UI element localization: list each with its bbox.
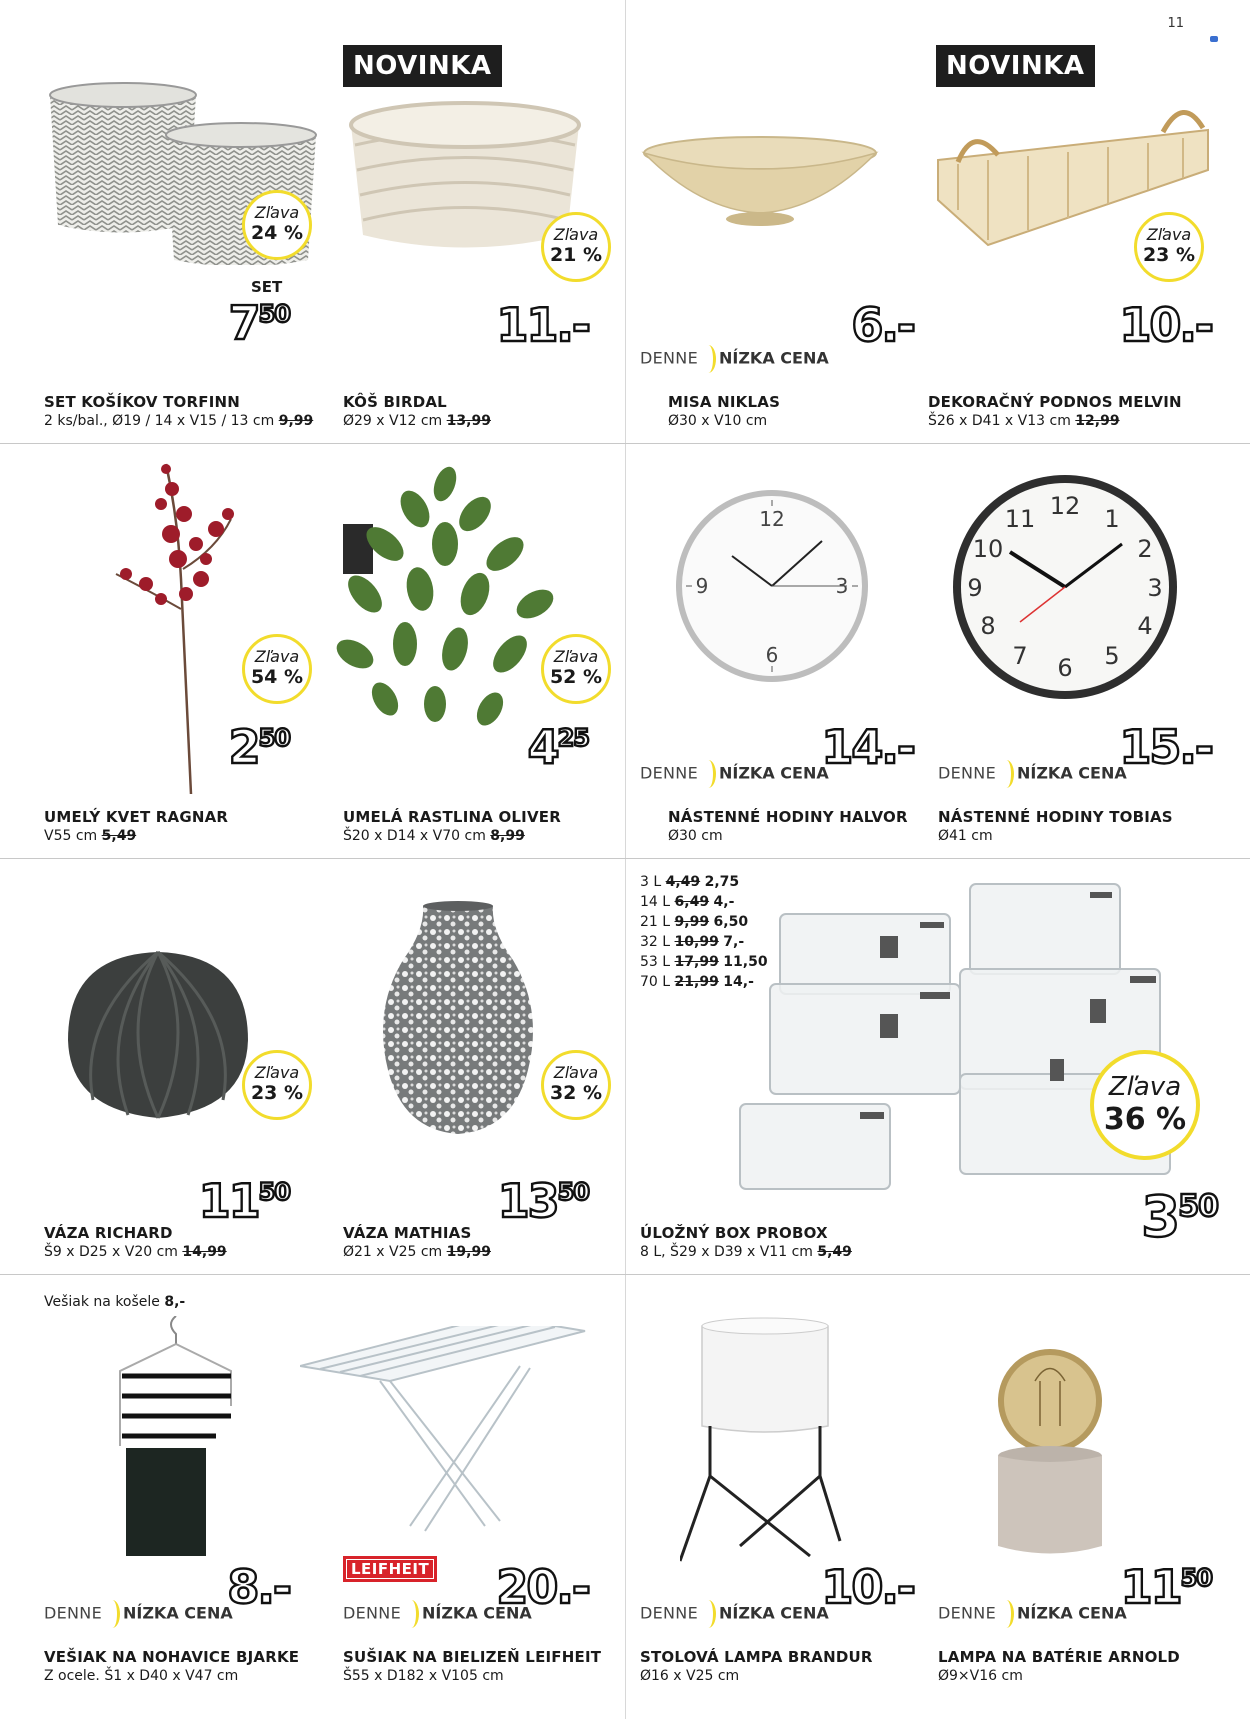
svg-text:3: 3 <box>1147 574 1163 602</box>
price: 10.- <box>1119 298 1212 352</box>
product-name: NÁSTENNÉ HODINY TOBIAS <box>938 808 1173 826</box>
product-dims: Ø30 cm <box>668 828 723 844</box>
variant-row: 70 L 21,99 14,- <box>640 974 754 990</box>
leifheit-logo: LEIFHEIT <box>343 1556 437 1582</box>
price: 10.- <box>821 1560 914 1614</box>
set-label: SET <box>251 278 283 296</box>
product-dims: Ø29 x V12 cm 13,99 <box>343 413 491 429</box>
price: $7^{50}$ <box>228 296 290 350</box>
svg-text:4: 4 <box>1137 612 1153 640</box>
novinka-badge: NOVINKA <box>343 45 502 87</box>
variant-row: 53 L 17,99 11,50 <box>640 954 768 970</box>
svg-text:8: 8 <box>980 612 996 640</box>
product-name: VÁZA MATHIAS <box>343 1224 472 1242</box>
product-card-torfinn[interactable] <box>6 0 314 430</box>
artificial-plant-image <box>325 464 595 764</box>
product-dims: Š55 x D182 x V105 cm <box>343 1668 504 1684</box>
table-lamp-image <box>680 1316 850 1586</box>
product-dims: Š9 x D25 x V20 cm 14,99 <box>44 1244 227 1260</box>
shirt-hanger-note: Vešiak na košele 8,- <box>44 1294 186 1310</box>
discount-badge: Zľava 23 % <box>242 1050 312 1120</box>
discount-badge: Zľava 36 % <box>1090 1050 1200 1160</box>
variant-row: 32 L 10,99 7,- <box>640 934 745 950</box>
product-name: KÔŠ BIRDAL <box>343 393 447 411</box>
product-name: VEŠIAK NA NOHAVICE BJARKE <box>44 1648 300 1666</box>
price: $13^{50}$ <box>497 1174 589 1228</box>
page-number: 11 <box>1167 16 1184 31</box>
vase-mathias-image <box>373 900 543 1140</box>
product-name: DEKORAČNÝ PODNOS MELVIN <box>928 393 1182 411</box>
product-name: STOLOVÁ LAMPA BRANDUR <box>640 1648 873 1666</box>
svg-text:6: 6 <box>765 643 779 667</box>
laundry-dryer-image <box>300 1326 600 1536</box>
svg-text:12: 12 <box>1049 492 1081 520</box>
svg-text:9: 9 <box>695 574 709 598</box>
price: $11^{50}$ <box>1120 1560 1212 1614</box>
product-name: UMELÝ KVET RAGNAR <box>44 808 229 826</box>
product-name: UMELÁ RASTLINA OLIVER <box>343 808 561 826</box>
novinka-badge: NOVINKA <box>936 45 1095 87</box>
svg-text:11: 11 <box>1004 505 1036 533</box>
product-card-leifheit[interactable] <box>305 1276 601 1706</box>
product-card-bjarke[interactable] <box>6 1276 302 1706</box>
wall-clock-black-image <box>950 472 1180 702</box>
battery-lamp-image <box>980 1346 1120 1566</box>
svg-text:2: 2 <box>1137 535 1153 563</box>
daily-low-price-logo: DENNE NÍZKA CENA <box>44 1600 233 1628</box>
product-name: SUŠIAK NA BIELIZEŇ LEIFHEIT <box>343 1648 602 1666</box>
variant-row: 3 L 4,49 2,75 <box>640 874 740 890</box>
product-card-probox[interactable] <box>630 860 1230 1290</box>
product-name: SET KOŠÍKOV TORFINN <box>44 393 240 411</box>
price: $11^{50}$ <box>198 1174 290 1228</box>
product-card-melvin[interactable] <box>928 0 1224 430</box>
daily-low-price-logo: DENNE NÍZKA CENA <box>640 1600 829 1628</box>
product-dims: V55 cm 5,49 <box>44 828 137 844</box>
product-dims: Ø30 x V10 cm <box>668 413 768 429</box>
product-card-halvor[interactable] <box>630 444 926 874</box>
daily-low-price-logo: DENNE NÍZKA CENA <box>640 760 829 788</box>
daily-low-price-logo: DENNE NÍZKA CENA <box>343 1600 532 1628</box>
product-card-tobias[interactable] <box>928 444 1224 874</box>
daily-low-price-logo: DENNE NÍZKA CENA <box>938 760 1127 788</box>
product-card-ragnar[interactable] <box>6 444 302 874</box>
svg-text:3: 3 <box>835 574 849 598</box>
svg-text:6: 6 <box>1057 654 1073 682</box>
product-card-richard[interactable] <box>6 860 302 1290</box>
svg-text:7: 7 <box>1012 642 1028 670</box>
product-card-brandur[interactable] <box>630 1276 926 1706</box>
variant-row: 21 L 9,99 6,50 <box>640 914 749 930</box>
product-dims: Ø21 x V25 cm 19,99 <box>343 1244 491 1260</box>
price: $2^{50}$ <box>228 720 290 774</box>
discount-badge: Zľava 32 % <box>541 1050 611 1120</box>
daily-low-price-logo: DENNE NÍZKA CENA <box>640 345 829 373</box>
product-dims: 8 L, Š29 x D39 x V11 cm 5,49 <box>640 1244 852 1260</box>
product-dims: Š20 x D14 x V70 cm 8,99 <box>343 828 525 844</box>
price: 20.- <box>496 1560 589 1614</box>
trouser-hanger-image <box>106 1316 246 1566</box>
product-dims: Ø16 x V25 cm <box>640 1668 740 1684</box>
column-divider <box>625 0 626 1719</box>
bamboo-bowl-image <box>640 135 890 235</box>
discount-badge: Zľava 23 % <box>1134 212 1204 282</box>
product-card-mathias[interactable] <box>305 860 601 1290</box>
product-card-niklas[interactable] <box>630 0 926 430</box>
product-dims: Š26 x D41 x V13 cm 12,99 <box>928 413 1120 429</box>
product-name: MISA NIKLAS <box>668 393 781 411</box>
svg-text:1: 1 <box>1104 505 1120 533</box>
discount-badge: Zľava 24 % <box>242 190 312 260</box>
product-card-birdal[interactable] <box>305 0 601 430</box>
product-card-oliver[interactable] <box>305 444 601 874</box>
svg-text:9: 9 <box>967 574 983 602</box>
product-name: ÚLOŽNÝ BOX PROBOX <box>640 1224 828 1242</box>
svg-text:10: 10 <box>972 535 1004 563</box>
price: $3^{50}$ <box>1141 1185 1218 1250</box>
product-name: NÁSTENNÉ HODINY HALVOR <box>668 808 908 826</box>
svg-text:5: 5 <box>1104 642 1120 670</box>
price: 6.- <box>851 298 914 352</box>
artificial-flower-image <box>106 459 246 799</box>
product-dims: 2 ks/bal., Ø19 / 14 x V15 / 13 cm 9,99 <box>44 413 314 429</box>
product-name: LAMPA NA BATÉRIE ARNOLD <box>938 1648 1180 1666</box>
svg-text:12: 12 <box>759 507 785 531</box>
product-dims: Ø41 cm <box>938 828 993 844</box>
wall-clock-silver-image <box>672 486 872 686</box>
price: 11.- <box>496 298 589 352</box>
daily-low-price-logo: DENNE NÍZKA CENA <box>938 1600 1127 1628</box>
price: 15.- <box>1119 720 1212 774</box>
product-dims: Z ocele. Š1 x D40 x V47 cm <box>44 1668 239 1684</box>
discount-badge: Zľava 54 % <box>242 634 312 704</box>
product-card-arnold[interactable] <box>928 1276 1224 1706</box>
vase-richard-image <box>58 940 258 1130</box>
price: 8.- <box>227 1560 290 1614</box>
product-name: VÁZA RICHARD <box>44 1224 173 1242</box>
price: $4^{25}$ <box>527 720 589 774</box>
product-dims: Ø9×V16 cm <box>938 1668 1023 1684</box>
price: 14.- <box>821 720 914 774</box>
discount-badge: Zľava 21 % <box>541 212 611 282</box>
discount-badge: Zľava 52 % <box>541 634 611 704</box>
variant-row: 14 L 6,49 4,- <box>640 894 735 910</box>
